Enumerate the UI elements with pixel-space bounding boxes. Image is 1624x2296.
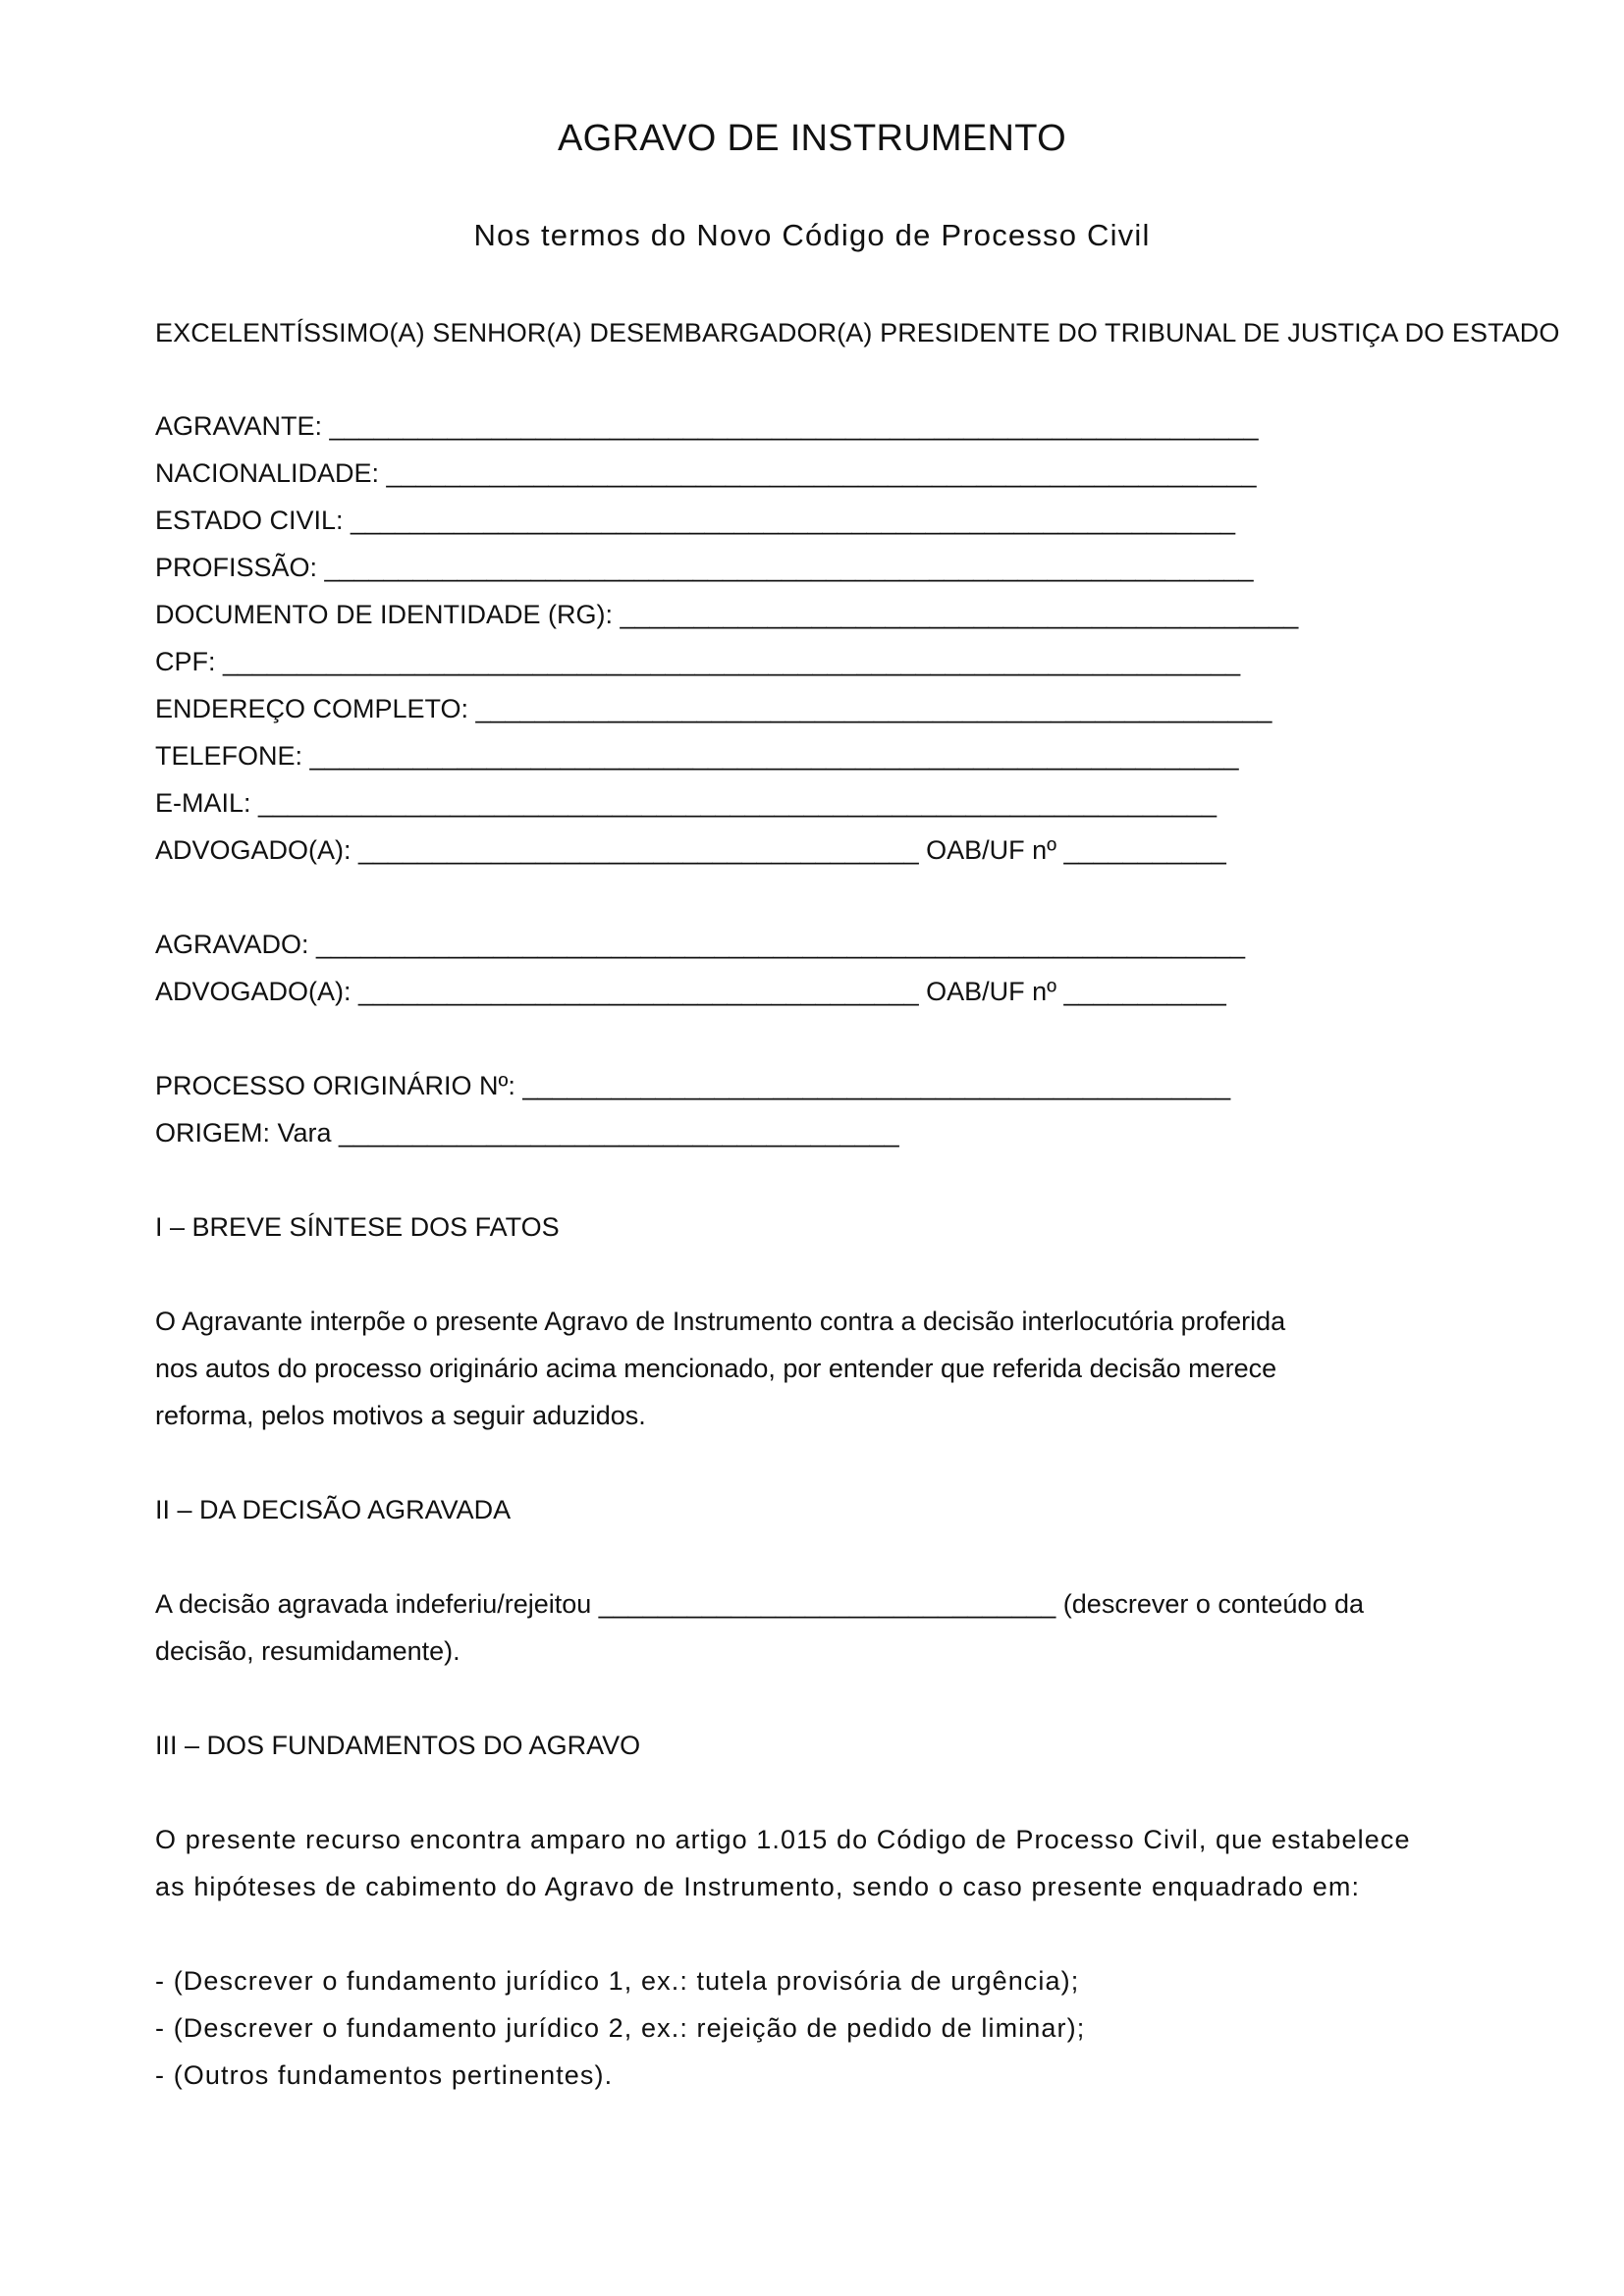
- section3-line: as hipóteses de cabimento do Agravo de Instrumento, sendo o caso presente enquadrado em:: [155, 1872, 1361, 1901]
- field-telefone: TELEFONE: _______________________________________________________________: [155, 741, 1239, 771]
- field-agravado: AGRAVADO: _______________________________________________________________: [155, 930, 1246, 959]
- field-endereco: ENDEREÇO COMPLETO: ______________________________________________________: [155, 694, 1272, 723]
- field-rg: DOCUMENTO DE IDENTIDADE (RG): ______________________________________________: [155, 600, 1299, 629]
- field-profissao: PROFISSÃO: _______________________________________________________________: [155, 553, 1254, 582]
- field-advogado-agravado: ADVOGADO(A): ______________________________________ OAB/UF nº ___________: [155, 977, 1226, 1006]
- field-origem: ORIGEM: Vara ______________________________________: [155, 1118, 899, 1148]
- section3-heading: III – DOS FUNDAMENTOS DO AGRAVO: [155, 1731, 641, 1760]
- field-nacionalidade: NACIONALIDADE: ___________________________________________________________: [155, 458, 1257, 488]
- section1-heading: I – BREVE SÍNTESE DOS FATOS: [155, 1212, 560, 1242]
- document-title: AGRAVO DE INSTRUMENTO: [558, 118, 1066, 159]
- section1-line: reforma, pelos motivos a seguir aduzidos.: [155, 1401, 646, 1430]
- section3-list-item: - (Outros fundamentos pertinentes).: [155, 2060, 614, 2090]
- field-cpf: CPF: _____________________________________________________________________: [155, 647, 1241, 676]
- section2-line: decisão, resumidamente).: [155, 1636, 460, 1666]
- section3-line: O presente recurso encontra amparo no artigo 1.015 do Código de Processo Civil, que estabelece: [155, 1825, 1411, 1854]
- document-subtitle: Nos termos do Novo Código de Processo Civil: [473, 218, 1151, 252]
- field-email: E-MAIL: _________________________________________________________________: [155, 788, 1218, 818]
- addressee-line: EXCELENTÍSSIMO(A) SENHOR(A) DESEMBARGADOR(A) PRESIDENTE DO TRIBUNAL DE JUSTIÇA DO ESTADO: [155, 318, 1560, 347]
- field-processo-originario: PROCESSO ORIGINÁRIO Nº: ________________________________________________: [155, 1071, 1231, 1100]
- field-estado-civil: ESTADO CIVIL: ____________________________________________________________: [155, 506, 1236, 535]
- field-advogado-agravante: ADVOGADO(A): ______________________________________ OAB/UF nº ___________: [155, 835, 1226, 865]
- section2-heading: II – DA DECISÃO AGRAVADA: [155, 1495, 512, 1524]
- section1-line: nos autos do processo originário acima mencionado, por entender que referida decisão merece: [155, 1354, 1277, 1383]
- section1-line: O Agravante interpõe o presente Agravo de Instrumento contra a decisão interlocutória proferida: [155, 1307, 1286, 1336]
- section3-list-item: - (Descrever o fundamento jurídico 1, ex.: tutela provisória de urgência);: [155, 1966, 1080, 1996]
- field-agravante: AGRAVANTE: _______________________________________________________________: [155, 411, 1259, 441]
- section3-list-item: - (Descrever o fundamento jurídico 2, ex.: rejeição de pedido de liminar);: [155, 2013, 1086, 2043]
- section2-line: A decisão agravada indeferiu/rejeitou _______________________________ (descrever o conteúdo da: [155, 1589, 1364, 1619]
